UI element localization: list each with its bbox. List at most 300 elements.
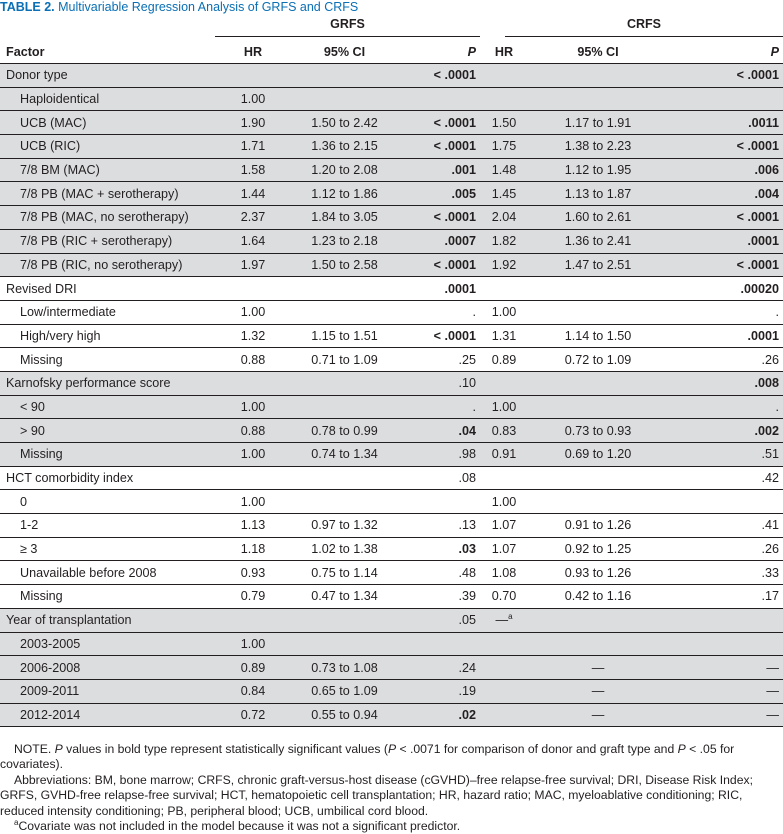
grfs-ci-cell	[276, 608, 413, 632]
table-row	[0, 466, 783, 490]
crfs-ci-cell-value: 0.73 to 0.93	[564, 423, 632, 438]
table-row	[0, 206, 783, 230]
grfs-ci-cell	[276, 158, 413, 182]
grfs-hr-cell-value: 1.00	[240, 305, 266, 320]
factor-cell-value: 1-2	[20, 518, 39, 533]
grfs-ci-cell-value: 1.50 to 2.58	[311, 257, 378, 272]
crfs-ci-cell	[528, 490, 668, 514]
crfs-ci-cell-value: 1.47 to 2.51	[564, 257, 632, 272]
footnote-text: Covariate was not included in the model because it was not a significant predictor.	[18, 819, 461, 834]
factor-cell	[0, 111, 230, 135]
table-row	[0, 703, 783, 727]
factor-cell	[0, 490, 230, 514]
note-label: NOTE.	[14, 742, 52, 756]
grfs-p-cell	[413, 608, 480, 632]
grfs-ci-cell	[276, 443, 413, 467]
grfs-p-cell	[413, 64, 480, 88]
crfs-ci-cell	[528, 656, 668, 680]
crfs-ci-cell-value: 0.72 to 1.09	[564, 352, 632, 367]
grfs-ci-cell-value: 1.23 to 2.18	[311, 234, 378, 249]
factor-cell	[0, 229, 230, 253]
crfs-p-cell-value: .	[775, 305, 779, 320]
grfs-ci-cell	[276, 206, 413, 230]
grfs-ci-cell	[276, 324, 413, 348]
grfs-ci-cell-value: 0.47 to 1.34	[311, 589, 378, 604]
grfs-p-cell	[413, 348, 480, 372]
grfs-ci-cell	[276, 64, 413, 88]
crfs-ci-cell	[528, 514, 668, 538]
grfs-hr-cell-value: 1.71	[240, 139, 266, 154]
crfs-ci-cell	[528, 158, 668, 182]
footnote-ref: a	[508, 611, 513, 621]
grfs-ci-cell	[276, 395, 413, 419]
crfs-hr-cell	[480, 348, 528, 372]
factor-cell-value: Missing	[20, 589, 63, 604]
table-row	[0, 537, 783, 561]
grfs-hr-cell-value: 1.58	[240, 163, 266, 178]
table-label: TABLE 2.	[0, 0, 55, 14]
crfs-p-cell	[668, 585, 783, 609]
crfs-hr-cell-value: 1.07	[491, 542, 517, 557]
table-row	[0, 656, 783, 680]
grfs-hr-cell-value: 1.00	[240, 494, 266, 509]
crfs-hr-cell	[480, 87, 528, 111]
crfs-p-cell-value: .17	[761, 589, 779, 604]
crfs-hr-cell	[480, 182, 528, 206]
crfs-hr-cell	[480, 632, 528, 656]
grfs-p-cell	[413, 585, 480, 609]
grfs-p-cell-value: .0007	[444, 234, 476, 249]
footnote-mark: a	[14, 817, 19, 827]
grfs-ci-cell	[276, 135, 413, 159]
grfs-p-cell	[413, 632, 480, 656]
grfs-p-cell-value: < .0001	[433, 115, 476, 130]
table-row	[0, 371, 783, 395]
grfs-p-cell	[413, 277, 480, 301]
factor-cell-value: Karnofsky performance score	[6, 376, 171, 391]
factor-cell	[0, 537, 230, 561]
grfs-hr-cell	[230, 585, 276, 609]
grfs-ci-cell-value: 0.74 to 1.34	[311, 447, 378, 462]
factor-cell	[0, 182, 230, 206]
crfs-p-cell	[668, 277, 783, 301]
grfs-hr-cell	[230, 656, 276, 680]
grfs-hr-cell-value: 1.18	[240, 542, 266, 557]
grfs-hr-cell	[230, 679, 276, 703]
factor-cell-value: Missing	[20, 447, 63, 462]
grfs-p-cell	[413, 443, 480, 467]
abbreviations: Abbreviations: BM, bone marrow; CRFS, chronic graft-versus-host disease (cGVHD)–free relapse-free survival; DRI, Disease Risk Index; GRFS, GVHD-free relapse-free survival; HCT, hematopoietic cell transplantation; HR, hazard ratio; MAC, myeloablative conditioning; RIC, reduced intensity conditioning; PB, peripheral blood; UCB, umbilical cord blood.	[0, 772, 753, 818]
crfs-p-cell-value: < .0001	[736, 68, 779, 83]
note-p-symbol-2: P	[387, 742, 397, 756]
grfs-p-cell	[413, 324, 480, 348]
crfs-hr-cell-value: 1.45	[491, 186, 517, 201]
crfs-hr-cell	[480, 514, 528, 538]
crfs-hr-cell	[480, 585, 528, 609]
crfs-ci-cell-value: 1.60 to 2.61	[564, 210, 632, 225]
table-row	[0, 135, 783, 159]
grfs-ci-cell	[276, 656, 413, 680]
factor-cell	[0, 585, 230, 609]
factor-cell-value: High/very high	[20, 328, 101, 343]
crfs-hr-cell	[480, 300, 528, 324]
crfs-p-cell-value: .51	[761, 447, 779, 462]
factor-cell	[0, 632, 230, 656]
grfs-ci-cell	[276, 229, 413, 253]
crfs-ci-cell	[528, 419, 668, 443]
crfs-p-cell	[668, 632, 783, 656]
regression-table	[0, 41, 783, 727]
crfs-ci-cell	[528, 300, 668, 324]
crfs-p-cell	[668, 135, 783, 159]
crfs-ci-cell-value: 0.92 to 1.25	[564, 542, 632, 557]
crfs-p-cell-value: .00020	[740, 281, 779, 296]
grfs-hr-cell	[230, 87, 276, 111]
crfs-p-cell	[668, 206, 783, 230]
grfs-hr-cell-value: 1.97	[240, 257, 266, 272]
grfs-ci-cell	[276, 561, 413, 585]
grfs-p-cell-value: < .0001	[433, 139, 476, 154]
crfs-p-cell	[668, 348, 783, 372]
grfs-p-cell-value: .13	[458, 518, 476, 533]
crfs-p-cell	[668, 443, 783, 467]
grfs-p-cell-value: .04	[458, 423, 476, 438]
grfs-ci-cell	[276, 111, 413, 135]
header-row	[0, 41, 783, 64]
crfs-hr-cell	[480, 64, 528, 88]
grfs-hr-cell-value: 0.89	[240, 660, 266, 675]
grfs-ci-cell	[276, 514, 413, 538]
crfs-p-cell-value: < .0001	[736, 257, 779, 272]
factor-cell-value: > 90	[20, 423, 45, 438]
crfs-hr-cell-value: 0.83	[491, 423, 517, 438]
crfs-hr-cell	[480, 537, 528, 561]
crfs-hr-cell	[480, 277, 528, 301]
crfs-p-cell	[668, 561, 783, 585]
crfs-p-cell	[668, 703, 783, 727]
factor-cell-value: Missing	[20, 352, 63, 367]
factor-cell-value: Unavailable before 2008	[20, 565, 157, 580]
crfs-hr-cell	[480, 608, 528, 632]
grfs-hr-cell-value: 0.88	[240, 423, 266, 438]
crfs-ci-cell	[528, 206, 668, 230]
grfs-hr-cell-value: 0.88	[240, 352, 266, 367]
grfs-ci-cell	[276, 490, 413, 514]
grfs-hr-cell	[230, 443, 276, 467]
factor-cell	[0, 703, 230, 727]
crfs-p-cell-value: .006	[754, 163, 779, 178]
crfs-ci-cell-value: 1.14 to 1.50	[564, 328, 632, 343]
grfs-p-cell	[413, 135, 480, 159]
grfs-p-cell	[413, 111, 480, 135]
crfs-p-cell	[668, 466, 783, 490]
crfs-p-cell	[668, 158, 783, 182]
crfs-hr-cell-value: 1.92	[491, 257, 517, 272]
crfs-p-cell	[668, 64, 783, 88]
crfs-p-cell	[668, 182, 783, 206]
grfs-ci-cell	[276, 703, 413, 727]
note-text-2: < .0071 for comparison of donor and graft type and	[399, 742, 675, 756]
factor-cell	[0, 158, 230, 182]
grfs-ci-cell	[276, 466, 413, 490]
grfs-ci-cell	[276, 253, 413, 277]
factor-cell-value: 7/8 PB (MAC + serotherapy)	[20, 186, 179, 201]
grfs-ci-cell-value: 1.20 to 2.08	[311, 163, 378, 178]
factor-cell	[0, 395, 230, 419]
crfs-hr-cell-value: 1.82	[491, 234, 517, 249]
crfs-p-cell	[668, 324, 783, 348]
grfs-ci-cell	[276, 277, 413, 301]
grfs-hr-header: HR	[230, 41, 276, 64]
crfs-ci-cell-value: 0.42 to 1.16	[564, 589, 632, 604]
grfs-ci-cell	[276, 632, 413, 656]
factor-cell-value: Revised DRI	[6, 281, 77, 296]
grfs-p-cell	[413, 371, 480, 395]
table-row	[0, 514, 783, 538]
table-row	[0, 277, 783, 301]
crfs-ci-cell	[528, 348, 668, 372]
crfs-p-cell-value: —	[766, 660, 779, 675]
crfs-p-cell	[668, 537, 783, 561]
grfs-hr-cell	[230, 253, 276, 277]
factor-cell	[0, 206, 230, 230]
factor-cell-value: 7/8 PB (RIC, no serotherapy)	[20, 257, 183, 272]
grfs-hr-cell-value: 1.00	[240, 636, 266, 651]
grfs-hr-cell-value: 1.44	[240, 186, 266, 201]
crfs-hr-cell	[480, 561, 528, 585]
grfs-p-cell	[413, 229, 480, 253]
table-row	[0, 229, 783, 253]
grfs-hr-cell-value: 1.00	[240, 399, 266, 414]
factor-cell	[0, 466, 230, 490]
crfs-ci-cell-value: 1.36 to 2.41	[564, 234, 632, 249]
grfs-p-cell	[413, 419, 480, 443]
crfs-ci-cell	[528, 395, 668, 419]
crfs-hr-cell	[480, 111, 528, 135]
crfs-hr-cell-value: 2.04	[491, 210, 517, 225]
grfs-ci-cell-value: 1.02 to 1.38	[311, 542, 378, 557]
table-row	[0, 253, 783, 277]
grfs-hr-cell	[230, 703, 276, 727]
crfs-hr-cell	[480, 253, 528, 277]
crfs-hr-cell	[480, 466, 528, 490]
factor-cell-value: 7/8 BM (MAC)	[20, 163, 100, 178]
crfs-ci-cell-value: 1.17 to 1.91	[564, 115, 632, 130]
crfs-hr-cell-value: 1.00	[491, 399, 517, 414]
grfs-p-cell-value: .05	[458, 613, 476, 628]
crfs-p-cell	[668, 656, 783, 680]
table-row	[0, 64, 783, 88]
crfs-ci-cell-value: 0.91 to 1.26	[564, 518, 632, 533]
crfs-hr-cell-value: 1.48	[491, 163, 517, 178]
crfs-p-cell	[668, 111, 783, 135]
table-row	[0, 679, 783, 703]
factor-cell-value: 2006-2008	[20, 660, 81, 675]
grfs-p-cell-value: .0001	[444, 281, 476, 296]
grfs-hr-cell	[230, 608, 276, 632]
grfs-ci-cell-value: 0.55 to 0.94	[311, 707, 378, 722]
crfs-hr-cell-value: 1.07	[491, 518, 517, 533]
table-row	[0, 585, 783, 609]
factor-cell	[0, 253, 230, 277]
crfs-hr-cell-value: 1.00	[491, 305, 517, 320]
factor-cell	[0, 419, 230, 443]
crfs-hr-cell	[480, 703, 528, 727]
factor-cell	[0, 64, 230, 88]
grfs-p-cell-value: .39	[458, 589, 476, 604]
grfs-ci-cell	[276, 537, 413, 561]
crfs-hr-cell-value: 0.70	[491, 589, 517, 604]
grfs-hr-cell-value: 0.93	[240, 565, 266, 580]
grfs-p-cell	[413, 490, 480, 514]
crfs-p-cell	[668, 253, 783, 277]
crfs-hr-cell	[480, 443, 528, 467]
crfs-p-cell	[668, 514, 783, 538]
crfs-ci-cell	[528, 111, 668, 135]
grfs-ci-cell	[276, 182, 413, 206]
grfs-p-cell-value: < .0001	[433, 210, 476, 225]
factor-cell-value: Donor type	[6, 68, 68, 83]
grfs-hr-cell	[230, 111, 276, 135]
grfs-p-cell	[413, 703, 480, 727]
grfs-p-cell	[413, 537, 480, 561]
crfs-hr-cell	[480, 419, 528, 443]
grfs-hr-cell-value: 0.79	[240, 589, 266, 604]
crfs-hr-cell	[480, 395, 528, 419]
crfs-hr-cell	[480, 158, 528, 182]
grfs-hr-cell	[230, 182, 276, 206]
factor-cell-value: UCB (MAC)	[20, 115, 87, 130]
grfs-hr-cell	[230, 324, 276, 348]
crfs-p-cell-value: .0011	[748, 115, 779, 130]
table-row	[0, 300, 783, 324]
grfs-p-cell-value: .19	[458, 684, 476, 699]
crfs-p-cell-value: .26	[761, 352, 779, 367]
crfs-p-cell	[668, 419, 783, 443]
crfs-p-cell-value: .004	[754, 186, 779, 201]
table-body	[0, 64, 783, 727]
crfs-ci-cell-value: —	[591, 660, 605, 675]
crfs-hr-cell-value: 1.08	[491, 565, 517, 580]
factor-cell	[0, 348, 230, 372]
grfs-ci-cell	[276, 87, 413, 111]
factor-cell	[0, 324, 230, 348]
grfs-p-cell	[413, 300, 480, 324]
grfs-ci-cell	[276, 419, 413, 443]
table-row	[0, 419, 783, 443]
table-row	[0, 87, 783, 111]
crfs-ci-cell	[528, 64, 668, 88]
crfs-ci-cell	[528, 87, 668, 111]
crfs-p-cell-value: .	[775, 399, 779, 414]
factor-cell	[0, 277, 230, 301]
grfs-p-cell	[413, 656, 480, 680]
grfs-ci-cell-value: 0.71 to 1.09	[311, 352, 378, 367]
table-row	[0, 561, 783, 585]
grfs-p-cell-value: .48	[458, 565, 476, 580]
grfs-p-cell-value: < .0001	[433, 68, 476, 83]
grfs-ci-cell-value: 0.78 to 0.99	[311, 423, 378, 438]
grfs-p-cell	[413, 206, 480, 230]
crfs-p-cell-value: < .0001	[736, 210, 779, 225]
grfs-hr-cell	[230, 632, 276, 656]
grfs-ci-cell-value: 0.65 to 1.09	[311, 684, 378, 699]
factor-cell-value: 2009-2011	[20, 684, 80, 699]
crfs-hr-cell	[480, 371, 528, 395]
grfs-ci-cell-value: 0.73 to 1.08	[311, 660, 378, 675]
grfs-p-cell-value: .02	[458, 707, 476, 722]
crfs-p-cell	[668, 679, 783, 703]
grfs-p-header: P	[413, 41, 480, 64]
note-paragraph	[0, 742, 783, 773]
grfs-p-cell	[413, 466, 480, 490]
factor-cell	[0, 656, 230, 680]
grfs-hr-cell-value: 1.64	[240, 234, 266, 249]
crfs-ci-cell	[528, 253, 668, 277]
crfs-hr-cell-value: 1.31	[491, 328, 517, 343]
grfs-hr-cell	[230, 158, 276, 182]
crfs-p-cell	[668, 395, 783, 419]
crfs-p-cell-value: —	[766, 684, 779, 699]
grfs-p-cell-value: < .0001	[433, 257, 476, 272]
factor-cell-value: Haploidentical	[20, 92, 100, 107]
grfs-p-cell-value: .	[472, 305, 476, 320]
crfs-p-cell	[668, 608, 783, 632]
factor-cell	[0, 561, 230, 585]
table-notes	[0, 742, 783, 834]
grfs-p-cell-value: .98	[458, 447, 476, 462]
crfs-hr-cell	[480, 206, 528, 230]
grfs-hr-cell	[230, 395, 276, 419]
grfs-hr-cell	[230, 514, 276, 538]
factor-cell-value: 2012-2014	[20, 707, 81, 722]
grfs-hr-cell	[230, 561, 276, 585]
grfs-hr-cell	[230, 419, 276, 443]
factor-cell-value: < 90	[20, 399, 45, 414]
crfs-hr-cell	[480, 490, 528, 514]
grfs-hr-cell	[230, 371, 276, 395]
grfs-hr-cell	[230, 277, 276, 301]
grfs-hr-cell	[230, 135, 276, 159]
grfs-p-cell	[413, 87, 480, 111]
factor-cell	[0, 443, 230, 467]
crfs-p-cell-value: .42	[761, 471, 779, 486]
factor-cell-value: ≥ 3	[20, 542, 38, 557]
table-row	[0, 324, 783, 348]
grfs-hr-cell-value: 1.00	[240, 447, 266, 462]
table-row	[0, 158, 783, 182]
table-row	[0, 182, 783, 206]
note-text-3: < .05 for covariates).	[0, 742, 735, 772]
grfs-group-header: GRFS	[215, 14, 480, 37]
grfs-hr-cell	[230, 466, 276, 490]
note-p-symbol: P	[54, 742, 63, 756]
factor-cell-value: 2003-2005	[20, 636, 81, 651]
grfs-p-cell	[413, 253, 480, 277]
grfs-ci-cell	[276, 371, 413, 395]
grfs-p-cell-value: < .0001	[433, 328, 476, 343]
grfs-p-cell-value: .25	[458, 352, 476, 367]
grfs-p-cell-value: .03	[458, 542, 476, 557]
crfs-hr-cell-value: —	[495, 613, 509, 628]
factor-cell-value: 0	[20, 494, 28, 509]
crfs-hr-cell-value: 1.00	[491, 494, 517, 509]
crfs-p-cell	[668, 300, 783, 324]
crfs-ci-cell	[528, 135, 668, 159]
grfs-hr-cell	[230, 206, 276, 230]
crfs-p-cell-value: .26	[761, 542, 779, 557]
crfs-p-cell-value: .33	[761, 565, 779, 580]
